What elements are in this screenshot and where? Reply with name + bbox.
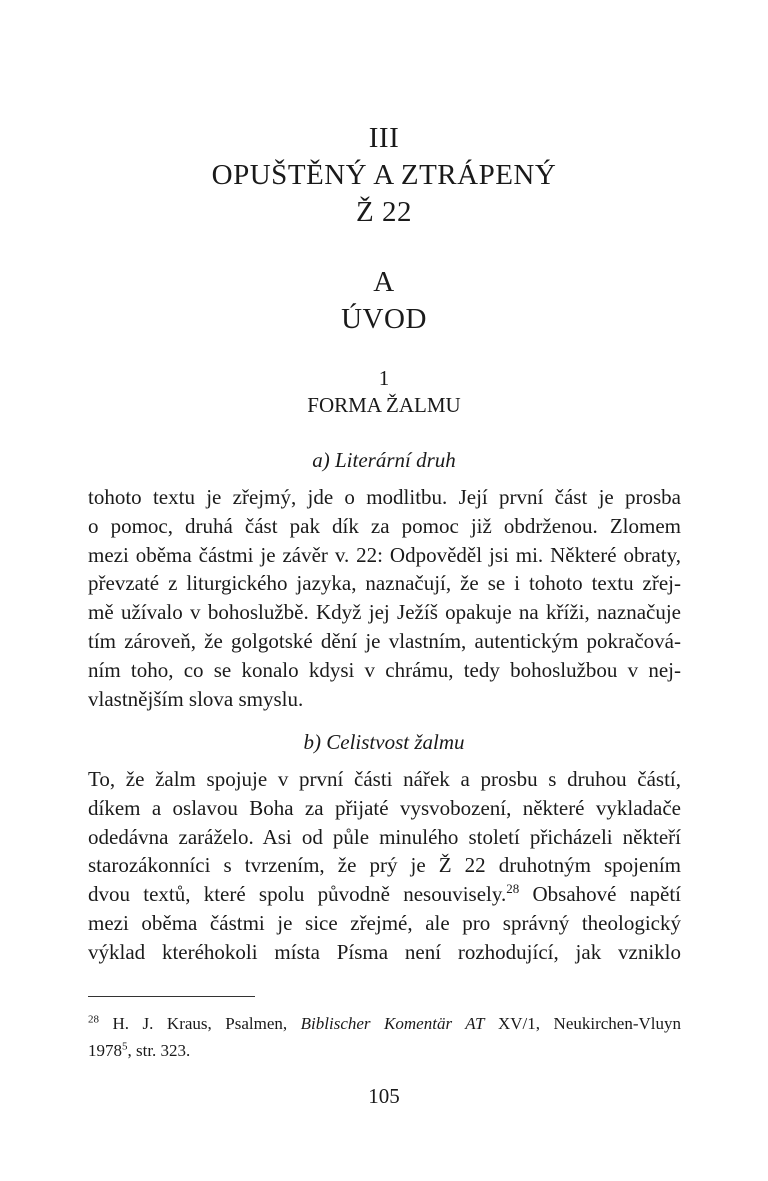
text-line: vlastnějším slova smyslu. [88,686,304,711]
text-line: mě užívalo v bohoslužbě. Když jej Ježíš opakuje na kříži, naznačuje [88,600,681,625]
chapter-number: III [368,122,400,154]
page-number: 105 [368,1084,400,1108]
footnote-edition: 5 [122,1040,128,1053]
subsection-b-heading: b) Celistvost žalmu [303,730,465,754]
text-line: odedávna zaráželo. Asi od půle minulého století přicházeli někteří [88,824,681,849]
footnote-year: 1978 [88,1041,122,1060]
section-title: FORMA ŽALMU [307,393,461,417]
footnote-number: 28 [88,1013,99,1026]
text-line: tím zároveň, že golgotské dění je vlastním, autentickým pokračová- [88,628,681,653]
footnote-text: XV/1, Neukirchen-Vluyn [498,1014,681,1033]
footnote-divider [88,996,255,997]
text-line: starozákonníci s tvrzením, že prý je Ž 22 druhotným spojením [88,853,681,878]
chapter-psalm: Ž 22 [356,196,412,228]
text-line: díkem a oslavou Boha za přijaté vysvobození, některé vykladače [88,795,681,820]
text-line-part: Obsahové napětí [532,882,682,907]
text-line: tohoto textu je zřejmý, jde o modlitbu. Její první část je prosba [88,485,681,509]
text-line-part: dvou textů, které spolu původně nesouvisely. [88,882,507,907]
footnote-text: H. J. Kraus, Psalmen, [112,1014,288,1033]
footnote [88,1010,681,1064]
footnote-title: Biblischer Komentär AT [300,1014,485,1033]
footnote-line [88,1010,681,1037]
text-line: převzaté z liturgického jazyka, naznačují, že se i tohoto textu zřej- [88,571,681,596]
text-line: výklad kteréhokoli místa Písma není rozhodující, jak vzniklo [88,939,681,964]
chapter-title: OPUŠTĚNÝ A ZTRÁPENÝ [211,159,557,191]
subsection-a-heading: a) Literární druh [312,448,456,472]
part-title: ÚVOD [341,303,427,335]
text-line: To, že žalm spojuje v první části nářek a prosbu s druhou částí, [88,767,681,791]
part-letter: A [373,266,395,298]
footnote-line [88,1037,681,1064]
paragraph-a [88,483,681,713]
text-line: mezi oběma částmi je závěr v. 22: Odpověděl jsi mi. Některé obraty, [88,542,681,567]
footnote-reference[interactable]: 28 [506,881,520,897]
paragraph-b [88,765,681,967]
text-line: ním toho, co se konalo kdysi v chrámu, tedy bohoslužbou v nej- [88,657,681,682]
section-number: 1 [378,366,390,390]
footnote-page-ref: , str. 323. [127,1041,191,1060]
text-line: mezi oběma částmi je sice zřejmé, ale pro správný theologický [88,910,681,935]
text-line: o pomoc, druhá část pak dík za pomoc již obdrženou. Zlomem [88,513,681,538]
text-line [88,880,681,909]
